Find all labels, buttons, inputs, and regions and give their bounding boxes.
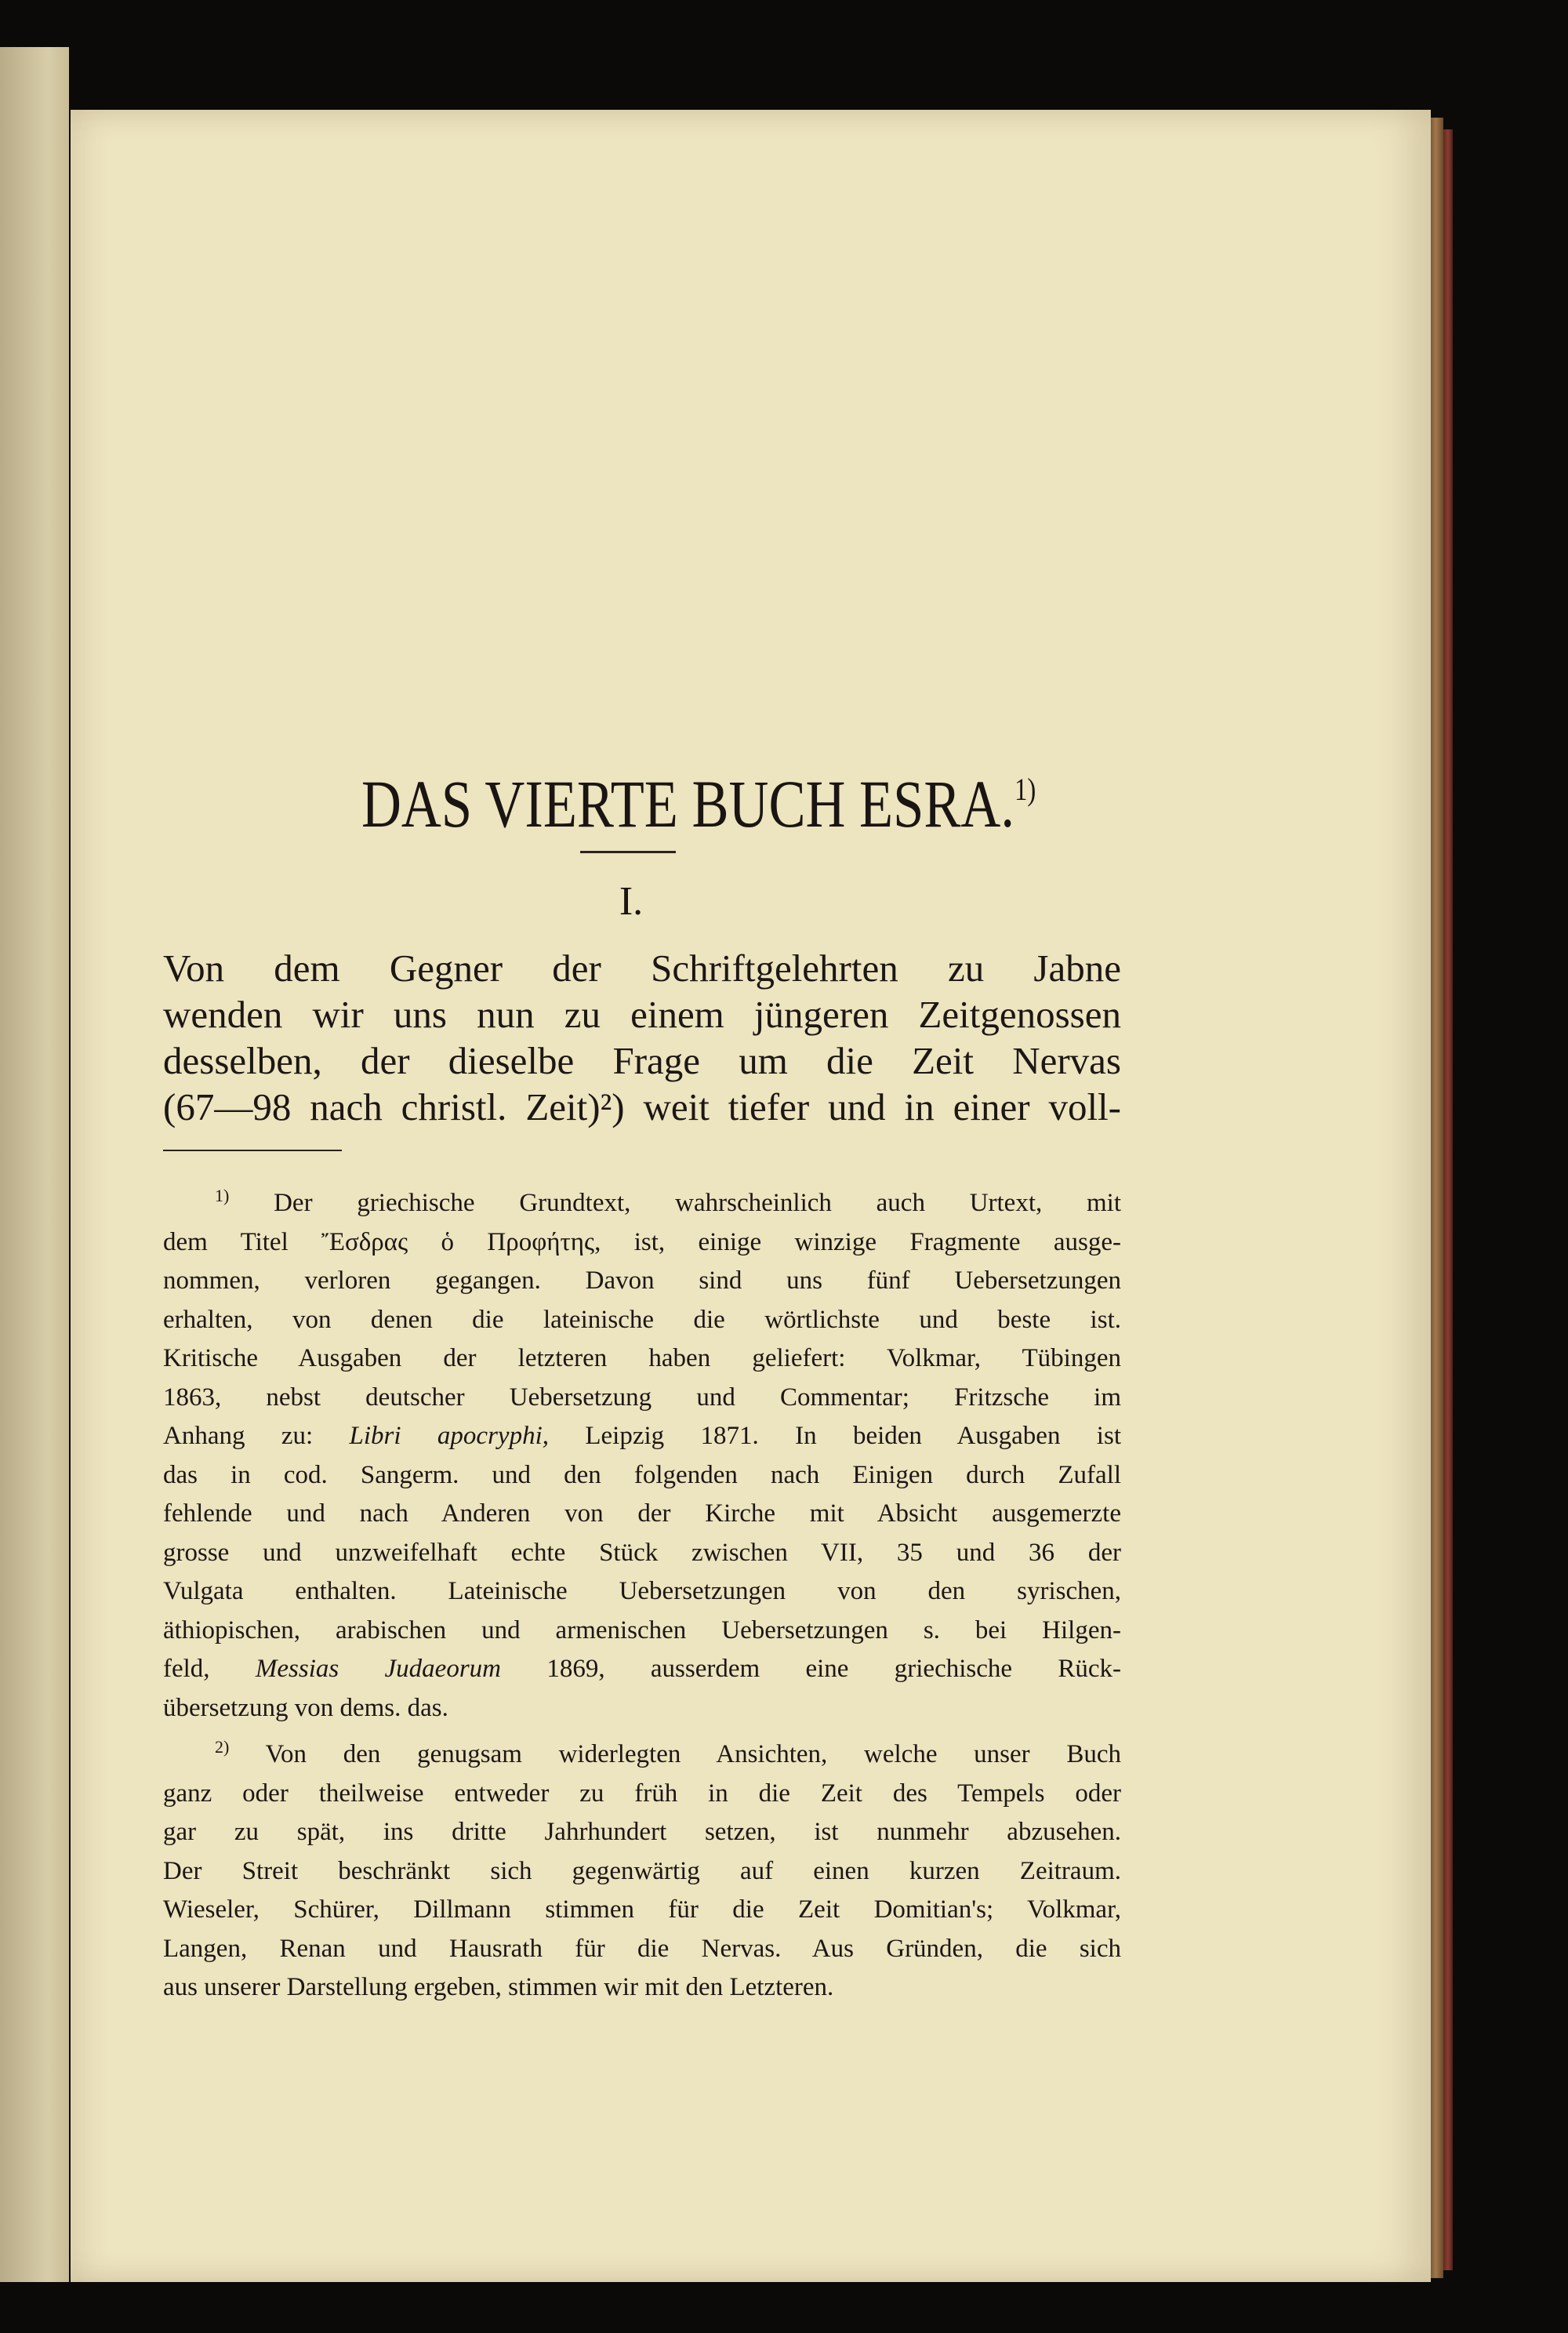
footnote-1-line: grosse und unzweifelhaft echte Stück zwischen VII, 35 und 36 der [163,1538,1121,1567]
title-footnote-marker: 1) [1014,772,1036,807]
footnote-2-marker: 2) [215,1737,230,1757]
footnote-2-line: ganz oder theilweise entweder zu früh in die Zeit des Tempels oder [163,1779,1121,1808]
footnote-2-line: $^{2)}$ Von den genugsam widerlegten Ansichten, welche unser Buch [215,1737,1122,1768]
footnote-2-line: Der Streit beschränkt sich gegenwärtig auf einen kurzen Zeitraum. [163,1856,1121,1885]
footnote-2-line: Langen, Renan und Hausrath für die Nervas. Aus Gründen, die sich [163,1934,1121,1963]
book-title-messias-judaeorum: Messias Judaeorum [255,1655,501,1683]
body-line: desselben, der dieselbe Frage um die Zeit Nervas [163,1039,1121,1082]
footnote-1-line: feld, Messias Judaeorum 1869, ausserdem eine griechische Rück- [163,1655,1121,1683]
footnote-2-line: gar zu spät, ins dritte Jahrhundert setzen, ist nunmehr abzusehen. [163,1818,1121,1846]
footnote-1-marker: 1) [215,1186,230,1205]
facing-page-edge [0,47,69,2282]
footnote-divider [163,1150,342,1151]
page-block-edge [1431,118,1443,2278]
footnote-1-line: fehlende und nach Anderen von der Kirche mit Absicht ausgemerzte [163,1499,1121,1528]
footnote-1-line: Anhang zu: Libri apocryphi, Leipzig 1871. In beiden Ausgaben ist [163,1422,1121,1450]
chapter-title: DAS VIERTE BUCH ESRA.$^{1)}$ [361,766,1036,841]
section-number: I. [619,879,644,924]
footnote-1-line: 1863, nebst deutscher Uebersetzung und Commentar; Fritzsche im [163,1383,1121,1412]
book-title-libri-apocryphi: Libri apocryphi, [349,1422,549,1450]
footnotes [163,1176,1121,2008]
book-cover-edge [1443,129,1453,2270]
footnote-1-line: dem Titel Ἔσδρας ὁ Προφήτης, ist, einige winzige Fragmente ausge- [163,1227,1121,1256]
body-line: (67—98 nach christl. Zeit)²) weit tiefer und in einer voll- [163,1085,1121,1128]
body-paragraph [163,945,1121,1130]
body-line: wenden wir uns nun zu einem jüngeren Zeitgenossen [163,993,1121,1036]
footnote-1-line: erhalten, von denen die lateinische die wörtlichste und beste ist. [163,1305,1121,1334]
footnote-1-line: Vulgata enthalten. Lateinische Uebersetzungen von den syrischen, [163,1577,1121,1605]
footnote-1-line: nommen, verloren gegangen. Davon sind uns fünf Uebersetzungen [163,1266,1121,1295]
body-line: Von dem Gegner der Schriftgelehrten zu Jabne [163,947,1121,990]
footnote-1-line: Kritische Ausgaben der letzteren haben geliefert: Volkmar, Tübingen [163,1344,1121,1372]
footnote-1-line: übersetzung von dems. das. [163,1693,448,1722]
footnote-1-line: das in cod. Sangerm. und den folgenden nach Einigen durch Zufall [163,1460,1121,1489]
footnote-2-line: aus unserer Darstellung ergeben, stimmen wir mit den Letzteren. [163,1973,834,2001]
footnote-1-line: äthiopischen, arabischen und armenischen Uebersetzungen s. bei Hilgen- [163,1615,1121,1644]
title-divider [580,851,676,853]
footnote-1-line: $^{1)}$ Der griechische Grundtext, wahrscheinlich auch Urtext, mit [215,1186,1122,1217]
footnote-2-line: Wieseler, Schürer, Dillmann stimmen für die Zeit Domitian's; Volkmar, [163,1895,1121,1924]
